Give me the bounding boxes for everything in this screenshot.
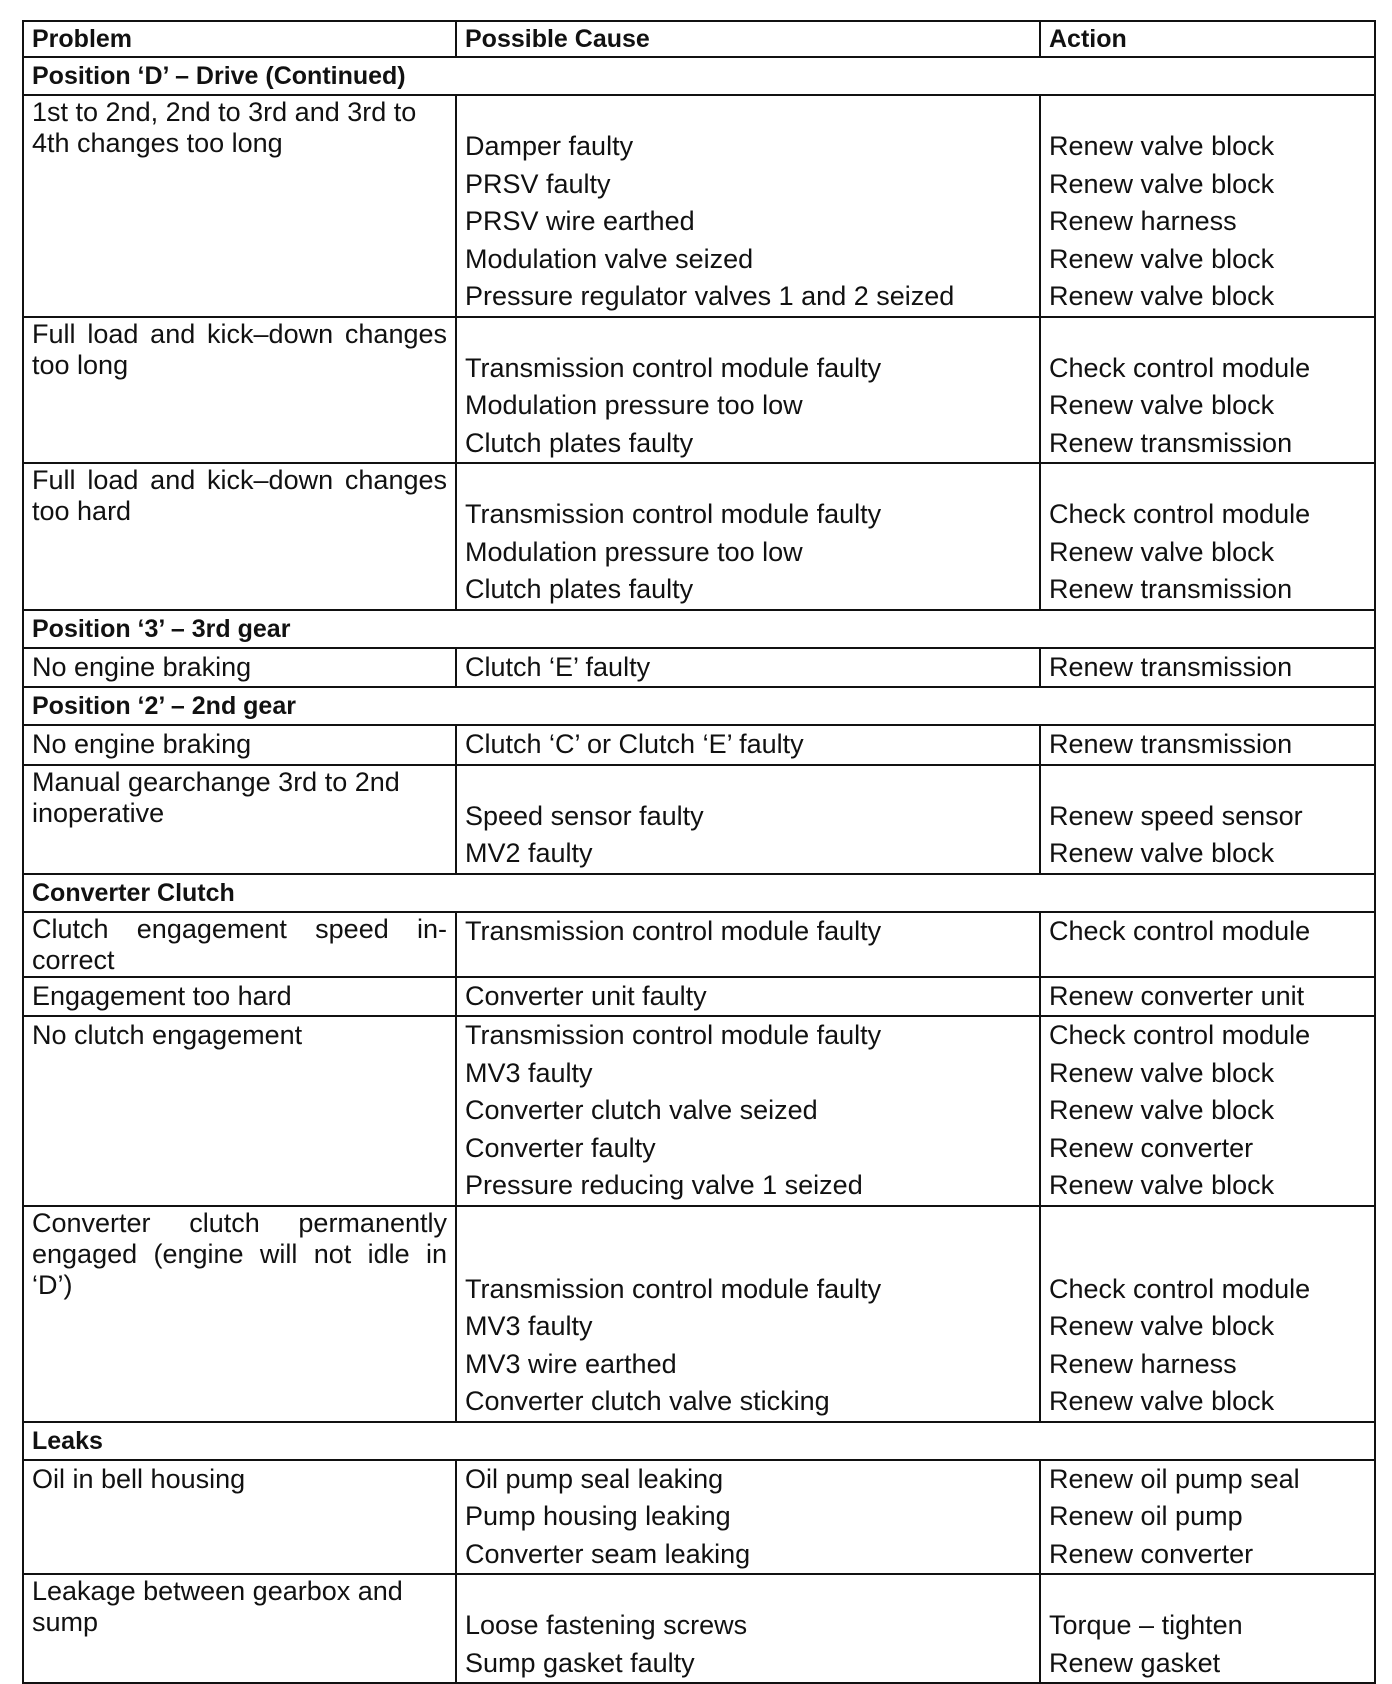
header-cause: Possible Cause [456,21,1040,57]
problem-cell: Converter clutch permanently engaged (engine will not idle in ‘D’) [23,1206,456,1422]
cause-cell: Transmission control module faulty [456,912,1040,977]
cause-item: Pressure reducing valve 1 seized [465,1170,863,1200]
action-item: Renew valve block [1049,1057,1275,1088]
table-row [23,977,1375,1017]
cause-item: Converter clutch valve sticking [465,1386,830,1416]
table-row [23,317,1375,464]
cause-item: MV3 faulty [465,1057,593,1088]
action-item: Renew valve block [1049,131,1275,161]
cause-cell [456,1206,1040,1422]
table-row [23,1460,1375,1575]
section-row [23,874,1375,912]
action-cell: Renew transmission [1040,725,1375,765]
cause-cell [456,765,1040,874]
cause-cell: Clutch ‘E’ faulty [456,648,1040,688]
section-row [23,687,1375,725]
cause-item: Loose fastening screws [465,1610,748,1640]
action-item: Renew valve block [1049,281,1275,311]
section-row [23,610,1375,648]
action-item: Renew oil pump seal [1049,1463,1300,1494]
cause-cell [456,1574,1040,1683]
problem-cell: 1st to 2nd, 2nd to 3rd and 3rd to 4th changes too long [23,95,456,317]
problem-cell: No clutch engagement [23,1016,456,1206]
troubleshooting-table [22,20,1376,1684]
cause-item: Modulation pressure too low [465,390,803,420]
action-item: Check control module [1049,352,1311,383]
action-cell: Renew converter unit [1040,977,1375,1017]
table-row [23,725,1375,765]
action-item: Check control module [1049,1020,1311,1050]
header-action: Action [1040,21,1375,57]
cause-item: MV2 faulty [465,838,593,868]
cause-item: Transmission control module faulty [465,1273,882,1304]
section-converter-clutch: Converter Clutch [23,874,1375,912]
cause-item: Sump gasket faulty [465,1647,695,1678]
header-problem: Problem [23,21,456,57]
section-second-gear: Position ‘2’ – 2nd gear [23,687,1375,725]
action-item: Check control module [1049,1273,1311,1304]
cause-item: Transmission control module faulty [465,1020,882,1050]
action-item: Renew harness [1049,206,1237,236]
action-cell [1040,1574,1375,1683]
cause-item: Clutch plates faulty [465,427,694,458]
cause-item: Pressure regulator valves 1 and 2 seized [465,281,955,311]
section-drive: Position ‘D’ – Drive (Continued) [23,57,1375,95]
table-row [23,463,1375,610]
cause-cell: Clutch ‘C’ or Clutch ‘E’ faulty [456,725,1040,765]
action-cell [1040,1206,1375,1422]
cause-item: Transmission control module faulty [465,499,882,529]
problem-cell: Full load and kick–down changes too long [23,317,456,464]
action-item: Torque – tighten [1049,1610,1243,1640]
table-row [23,765,1375,874]
table-row [23,912,1375,977]
problem-cell: Oil in bell housing [23,1460,456,1575]
action-item: Renew valve block [1049,838,1275,868]
problem-cell: No engine braking [23,648,456,688]
cause-item: Speed sensor faulty [465,800,704,831]
problem-cell: Full load and kick–down changes too hard [23,463,456,610]
action-item: Renew valve block [1049,1170,1275,1200]
action-item: Renew valve block [1049,390,1275,420]
cause-cell [456,463,1040,610]
action-cell [1040,1016,1375,1206]
table-row [23,1574,1375,1683]
action-item: Renew valve block [1049,1311,1275,1341]
cause-item: PRSV faulty [465,168,611,199]
header-row [23,21,1375,57]
action-item: Renew valve block [1049,243,1275,274]
problem-cell: Clutch engagement speed in-correct [23,912,456,977]
action-item: Renew valve block [1049,1386,1275,1416]
problem-cell: Manual gearchange 3rd to 2nd inoperative [23,765,456,874]
cause-cell: Converter unit faulty [456,977,1040,1017]
action-item: Renew converter [1049,1538,1254,1569]
action-item: Renew valve block [1049,1095,1275,1125]
cause-item: Modulation pressure too low [465,536,803,567]
cause-cell [456,95,1040,317]
cause-item: Transmission control module faulty [465,352,882,383]
section-leaks: Leaks [23,1422,1375,1460]
action-item: Renew transmission [1049,574,1293,604]
cause-cell [456,1460,1040,1575]
problem-cell: No engine braking [23,725,456,765]
section-third-gear: Position ‘3’ – 3rd gear [23,610,1375,648]
cause-item: Damper faulty [465,131,634,161]
cause-item: Converter clutch valve seized [465,1095,818,1125]
action-item: Renew transmission [1049,427,1293,458]
action-item: Renew gasket [1049,1647,1221,1678]
action-item: Renew oil pump [1049,1501,1243,1531]
cause-item: Modulation valve seized [465,243,754,274]
cause-item: Oil pump seal leaking [465,1463,724,1494]
cause-item: MV3 wire earthed [465,1348,677,1379]
cause-item: Converter faulty [465,1132,656,1163]
action-item: Renew harness [1049,1348,1237,1379]
cause-cell [456,1016,1040,1206]
action-cell [1040,95,1375,317]
cause-item: Clutch plates faulty [465,574,694,604]
problem-cell: Leakage between gearbox and sump [23,1574,456,1683]
cause-item: MV3 faulty [465,1311,593,1341]
table-row [23,648,1375,688]
cause-item: PRSV wire earthed [465,206,695,236]
action-cell [1040,1460,1375,1575]
action-item: Renew speed sensor [1049,800,1303,831]
action-cell [1040,317,1375,464]
table-row [23,95,1375,317]
action-cell: Check control module [1040,912,1375,977]
section-row [23,57,1375,95]
action-item: Renew converter [1049,1132,1254,1163]
action-item: Renew valve block [1049,536,1275,567]
action-cell [1040,463,1375,610]
troubleshooting-sheet [22,20,1374,1684]
cause-item: Pump housing leaking [465,1501,731,1531]
action-item: Check control module [1049,499,1311,529]
cause-cell [456,317,1040,464]
cause-item: Converter seam leaking [465,1538,751,1569]
action-cell [1040,765,1375,874]
action-cell: Renew transmission [1040,648,1375,688]
table-row [23,1016,1375,1206]
table-row [23,1206,1375,1422]
action-item: Renew valve block [1049,168,1275,199]
problem-cell: Engagement too hard [23,977,456,1017]
section-row [23,1422,1375,1460]
